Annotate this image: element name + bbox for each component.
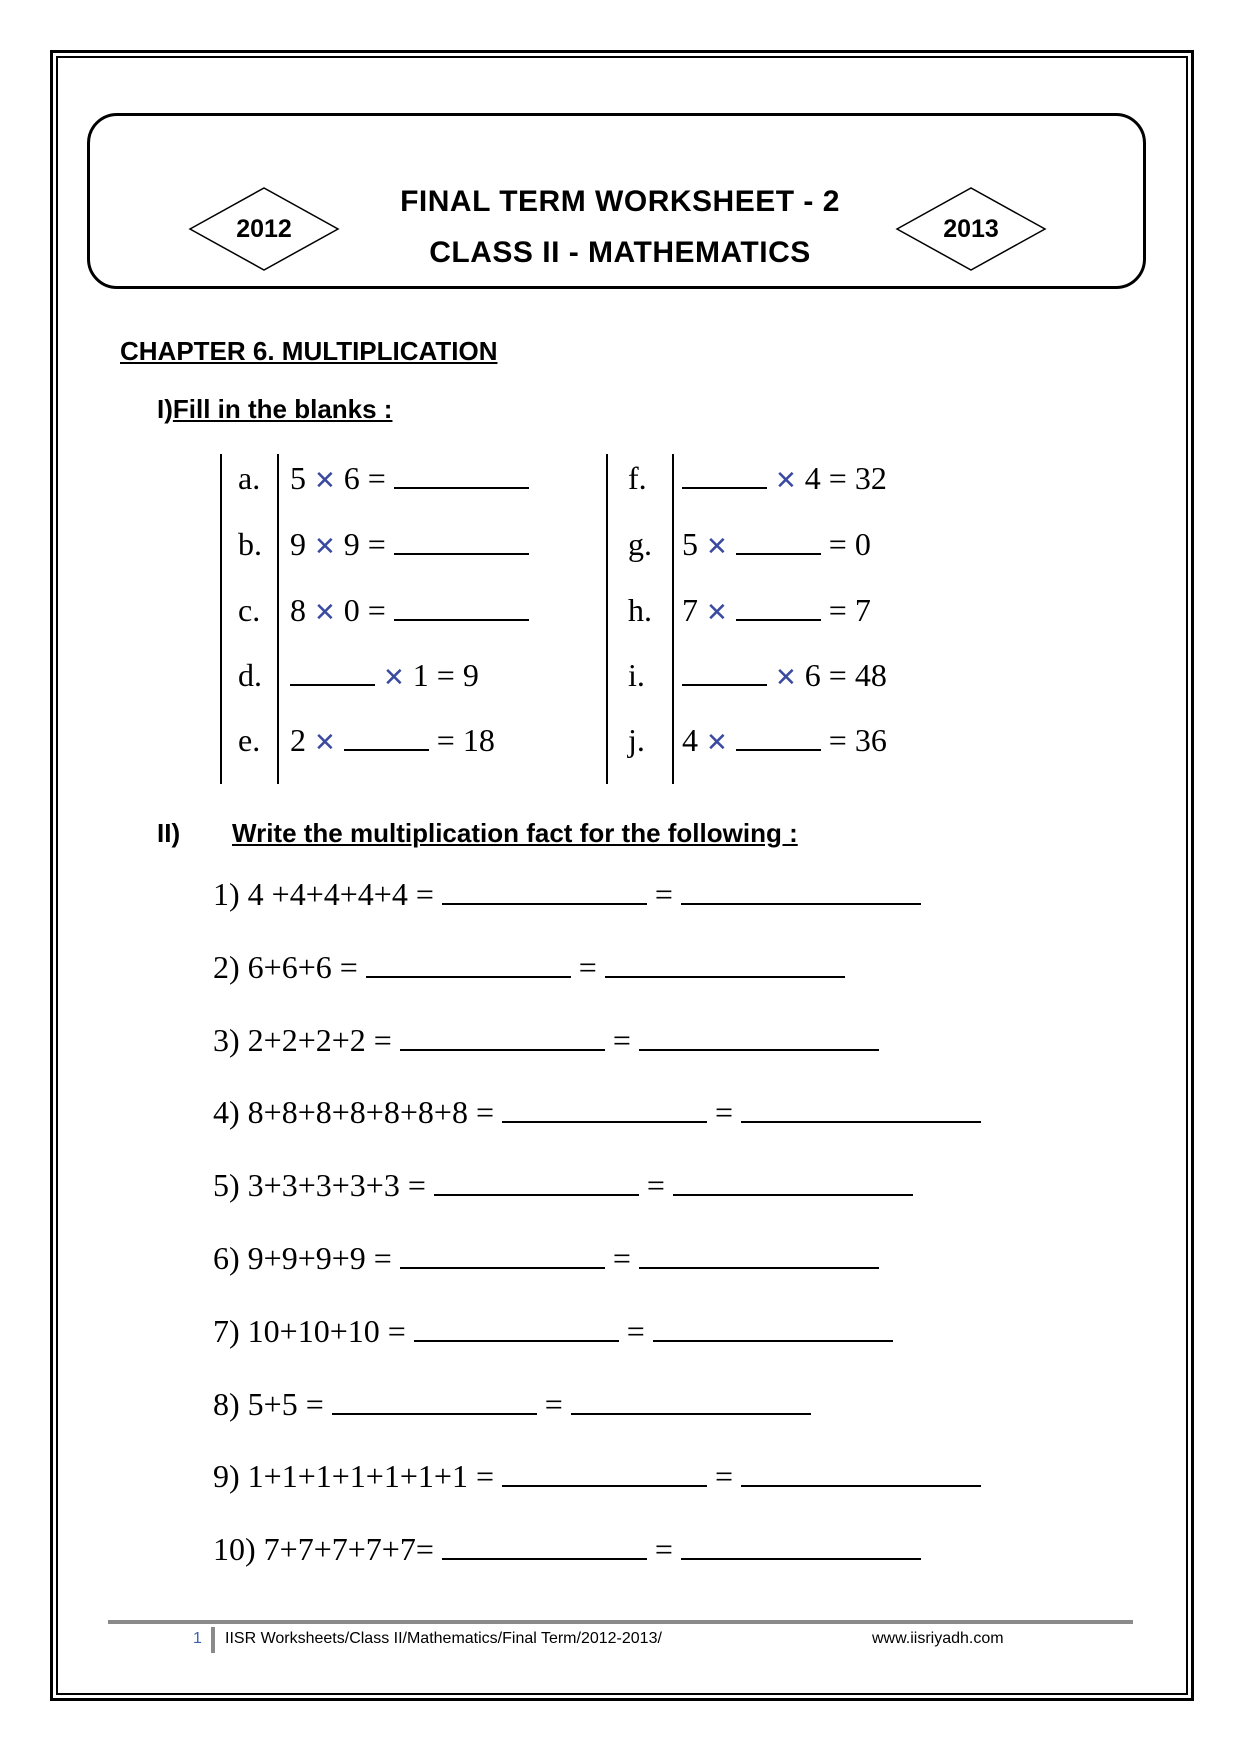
- footer-separator: [211, 1627, 215, 1653]
- times-icon: ✕: [775, 466, 797, 496]
- equals-sign: =: [367, 460, 386, 496]
- equation-term: 6: [343, 460, 360, 496]
- equation-left-4: [290, 720, 495, 763]
- equation-term: 5: [682, 526, 698, 562]
- question-label: i.: [628, 657, 645, 693]
- equation-term: 1: [412, 657, 429, 693]
- equation-right-1: [682, 524, 871, 567]
- worksheet-subtitle: CLASS II - MATHEMATICS: [429, 236, 811, 269]
- equation-right-0: [682, 458, 887, 501]
- answer-blank[interactable]: [681, 877, 921, 905]
- fact-expression: 10) 7+7+7+7+7=: [213, 1531, 442, 1568]
- footer-path: IISR Worksheets/Class II/Mathematics/Final Term/2012-2013/: [225, 1630, 662, 1647]
- question-label: g.: [628, 526, 652, 562]
- answer-blank[interactable]: [653, 1314, 893, 1342]
- equation-term: 7: [682, 592, 698, 628]
- equals-sign: =: [604, 1240, 639, 1276]
- table-divider: [220, 454, 222, 784]
- equation-term: 18: [462, 722, 495, 758]
- footer-website: www.iisriyadh.com: [872, 1630, 1004, 1647]
- equation-right-3: [682, 655, 887, 698]
- fact-item: [213, 1238, 879, 1278]
- equals-sign: =: [828, 592, 847, 628]
- year-right-text: 2013: [943, 214, 999, 243]
- equals-sign: =: [828, 657, 847, 693]
- answer-blank[interactable]: [442, 1532, 647, 1560]
- section1-heading: [157, 394, 392, 425]
- section1-number: I): [157, 394, 173, 424]
- equation-term: 48: [854, 657, 887, 693]
- year-left-badge: [188, 186, 340, 272]
- fact-item: [213, 1384, 811, 1424]
- answer-blank[interactable]: [366, 950, 571, 978]
- fact-expression: 1) 4 +4+4+4+4 =: [213, 876, 442, 912]
- fact-expression: 2) 6+6+6 =: [213, 948, 366, 985]
- table-divider: [277, 454, 279, 784]
- fact-expression: 4) 8+8+8+8+8+8+8 =: [213, 1094, 502, 1131]
- answer-blank[interactable]: [400, 1023, 605, 1051]
- fact-expression: 3) 2+2+2+2 =: [213, 1021, 400, 1058]
- times-icon: ✕: [383, 663, 405, 693]
- answer-blank[interactable]: [639, 1241, 879, 1269]
- equation-left-0: [290, 458, 529, 501]
- section1-title: Fill in the blanks :: [172, 394, 393, 424]
- times-icon: ✕: [706, 532, 728, 562]
- equation-term: 4: [804, 460, 821, 496]
- equals-sign: =: [604, 1021, 639, 1058]
- year-right-badge: [895, 186, 1047, 272]
- equation-right-4: [682, 720, 887, 763]
- equals-sign: =: [828, 460, 847, 496]
- equals-sign: =: [618, 1312, 653, 1349]
- answer-blank: [736, 723, 821, 751]
- equation-term: 0: [343, 592, 360, 628]
- question-label: d.: [238, 657, 262, 693]
- times-icon: ✕: [706, 728, 728, 758]
- answer-blank[interactable]: [502, 1095, 707, 1123]
- equals-sign: =: [638, 1167, 673, 1204]
- equals-sign: =: [436, 657, 455, 693]
- answer-blank[interactable]: [741, 1095, 981, 1123]
- times-icon: ✕: [314, 532, 336, 562]
- fact-item: [213, 1311, 893, 1351]
- table-divider: [606, 454, 608, 784]
- equation-term: 2: [290, 722, 306, 758]
- answer-blank[interactable]: [502, 1459, 707, 1487]
- equation-term: 5: [290, 460, 306, 496]
- fact-item: [213, 1165, 913, 1205]
- section2-number: II): [157, 818, 181, 848]
- question-label: a.: [238, 460, 261, 496]
- section2-title: Write the multiplication fact for the following :: [232, 818, 798, 848]
- equation-term: 9: [462, 657, 479, 693]
- equals-sign: =: [436, 722, 455, 758]
- question-label: e.: [238, 722, 261, 758]
- worksheet-title: FINAL TERM WORKSHEET - 2: [400, 185, 840, 218]
- answer-blank: [736, 593, 821, 621]
- answer-blank[interactable]: [741, 1459, 981, 1487]
- fact-expression: 9) 1+1+1+1+1+1+1 =: [213, 1458, 502, 1495]
- fact-item: [213, 1456, 981, 1496]
- equation-term: 36: [854, 722, 887, 758]
- equation-term: 9: [290, 526, 306, 562]
- fact-item: [213, 874, 921, 914]
- equation-term: 6: [804, 657, 821, 693]
- equals-sign: =: [646, 876, 681, 912]
- answer-blank[interactable]: [332, 1387, 537, 1415]
- equals-sign: =: [706, 1458, 742, 1495]
- equals-sign: =: [570, 948, 605, 985]
- answer-blank[interactable]: [673, 1168, 913, 1196]
- answer-blank: [344, 723, 429, 751]
- equals-sign: =: [706, 1094, 742, 1131]
- answer-blank[interactable]: [605, 950, 845, 978]
- fact-expression: 5) 3+3+3+3+3 =: [213, 1167, 434, 1204]
- answer-blank[interactable]: [442, 877, 647, 905]
- fact-expression: 7) 10+10+10 =: [213, 1312, 414, 1349]
- fact-item: [213, 1020, 879, 1060]
- answer-blank: [394, 593, 529, 621]
- question-label: b.: [238, 526, 262, 562]
- equation-left-1: [290, 524, 529, 567]
- question-label: c.: [238, 592, 261, 628]
- times-icon: ✕: [706, 598, 728, 628]
- answer-blank[interactable]: [639, 1023, 879, 1051]
- equals-sign: =: [536, 1385, 571, 1422]
- fact-item: [213, 1529, 921, 1569]
- equation-term: 4: [682, 722, 698, 758]
- answer-blank: [682, 461, 767, 489]
- equation-term: 0: [854, 526, 871, 562]
- equation-left-3: [290, 655, 479, 698]
- equals-sign: =: [828, 722, 847, 758]
- answer-blank[interactable]: [681, 1532, 921, 1560]
- answer-blank: [682, 658, 767, 686]
- fact-expression: 6) 9+9+9+9 =: [213, 1240, 400, 1276]
- fact-item: [213, 947, 845, 987]
- times-icon: ✕: [314, 598, 336, 628]
- answer-blank: [394, 527, 529, 555]
- answer-blank[interactable]: [400, 1241, 605, 1269]
- answer-blank: [394, 461, 529, 489]
- equals-sign: =: [367, 592, 386, 628]
- answer-blank[interactable]: [571, 1387, 811, 1415]
- equation-left-2: [290, 590, 529, 633]
- answer-blank[interactable]: [434, 1168, 639, 1196]
- equals-sign: =: [828, 526, 847, 562]
- fact-item: [213, 1092, 981, 1132]
- equation-right-2: [682, 590, 871, 633]
- equals-sign: =: [646, 1531, 681, 1568]
- chapter-heading: CHAPTER 6. MULTIPLICATION: [120, 336, 498, 366]
- times-icon: ✕: [314, 466, 336, 496]
- times-icon: ✕: [775, 663, 797, 693]
- question-label: h.: [628, 592, 652, 628]
- equation-term: 7: [854, 592, 871, 628]
- question-label: j.: [628, 722, 645, 758]
- fact-expression: 8) 5+5 =: [213, 1385, 332, 1422]
- equals-sign: =: [367, 526, 386, 562]
- question-label: f.: [628, 460, 647, 496]
- times-icon: ✕: [314, 728, 336, 758]
- table-divider: [672, 454, 674, 784]
- answer-blank: [290, 658, 375, 686]
- equation-term: 9: [343, 526, 360, 562]
- year-left-text: 2012: [236, 214, 292, 243]
- equation-term: 32: [854, 460, 887, 496]
- answer-blank: [736, 527, 821, 555]
- equation-term: 8: [290, 592, 306, 628]
- answer-blank[interactable]: [414, 1314, 619, 1342]
- footer-page-number: 1: [193, 1630, 202, 1647]
- footer-rule: [108, 1620, 1133, 1624]
